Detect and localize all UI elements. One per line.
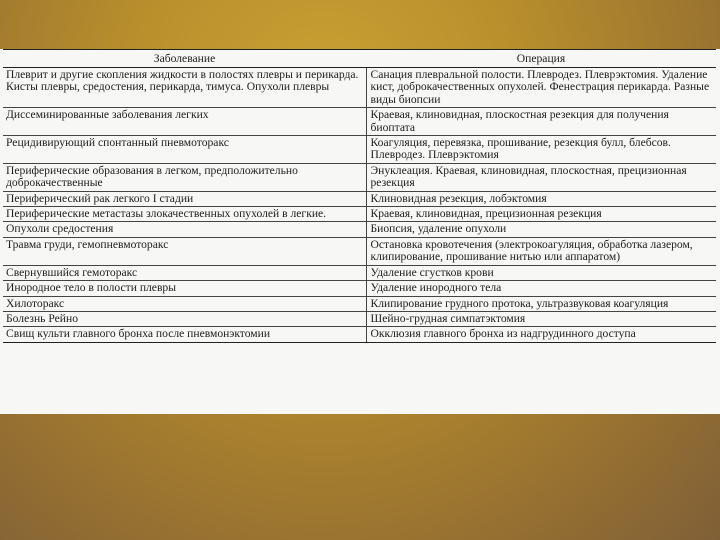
table-row — [3, 296, 716, 311]
operation-cell: Клипирование грудного протока, ультразвуковая коагуляция — [366, 296, 716, 311]
table-row — [3, 311, 716, 326]
disease-cell: Свищ культи главного бронха после пневмонэктомии — [3, 327, 366, 342]
disease-cell: Плеврит и другие скопления жидкости в полостях плевры и перикарда. Кисты плевры, средостения, перикарда, тимуса. Опухоли плевры — [3, 68, 366, 108]
table-row — [3, 222, 716, 237]
operation-cell: Энуклеация. Краевая, клиновидная, плоскостная, прецизионная резекция — [366, 163, 716, 191]
table-row — [3, 108, 716, 136]
disease-operation-table — [3, 49, 716, 343]
disease-cell: Диссеминированные заболевания легких — [3, 108, 366, 136]
disease-cell: Периферические метастазы злокачественных опухолей в легкие. — [3, 207, 366, 222]
disease-cell: Опухоли средостения — [3, 222, 366, 237]
header-operation: Операция — [366, 50, 716, 68]
document-sheet — [0, 49, 720, 414]
table-row — [3, 136, 716, 164]
operation-cell: Клиновидная резекция, лобэктомия — [366, 191, 716, 206]
operation-cell: Биопсия, удаление опухоли — [366, 222, 716, 237]
operation-cell: Шейно-грудная симпатэктомия — [366, 311, 716, 326]
operation-cell: Окклюзия главного бронха из надгрудинного доступа — [366, 327, 716, 342]
operation-cell: Санация плевральной полости. Плевродез. Плеврэктомия. Удаление кист, доброкачественных опухолей. Фенестрация перикарда. Разные виды биопсии — [366, 68, 716, 108]
disease-cell: Рецидивирующий спонтанный пневмоторакс — [3, 136, 366, 164]
table-row — [3, 237, 716, 265]
disease-cell: Периферический рак легкого I стадии — [3, 191, 366, 206]
table-row — [3, 327, 716, 342]
table-row — [3, 68, 716, 108]
operation-cell: Остановка кровотечения (электрокоагуляция, обработка лазером, клипирование, прошивание нитью или аппаратом) — [366, 237, 716, 265]
header-disease: Заболевание — [3, 50, 366, 68]
operation-cell: Краевая, клиновидная, плоскостная резекция для получения биоптата — [366, 108, 716, 136]
disease-cell: Болезнь Рейно — [3, 311, 366, 326]
table-header-row — [3, 50, 716, 68]
table-row — [3, 265, 716, 280]
operation-cell: Краевая, клиновидная, прецизионная резекция — [366, 207, 716, 222]
table-row — [3, 281, 716, 296]
disease-cell: Травма груди, гемопневмоторакс — [3, 237, 366, 265]
table-row — [3, 207, 716, 222]
table-row — [3, 191, 716, 206]
operation-cell: Удаление сгустков крови — [366, 265, 716, 280]
disease-cell: Инородное тело в полости плевры — [3, 281, 366, 296]
disease-cell: Хилоторакс — [3, 296, 366, 311]
operation-cell: Удаление инородного тела — [366, 281, 716, 296]
disease-cell: Свернувшийся гемоторакс — [3, 265, 366, 280]
disease-cell: Периферические образования в легком, предположительно доброкачественные — [3, 163, 366, 191]
table-row — [3, 163, 716, 191]
operation-cell: Коагуляция, перевязка, прошивание, резекция булл, блебсов. Плевродез. Плеврэктомия — [366, 136, 716, 164]
